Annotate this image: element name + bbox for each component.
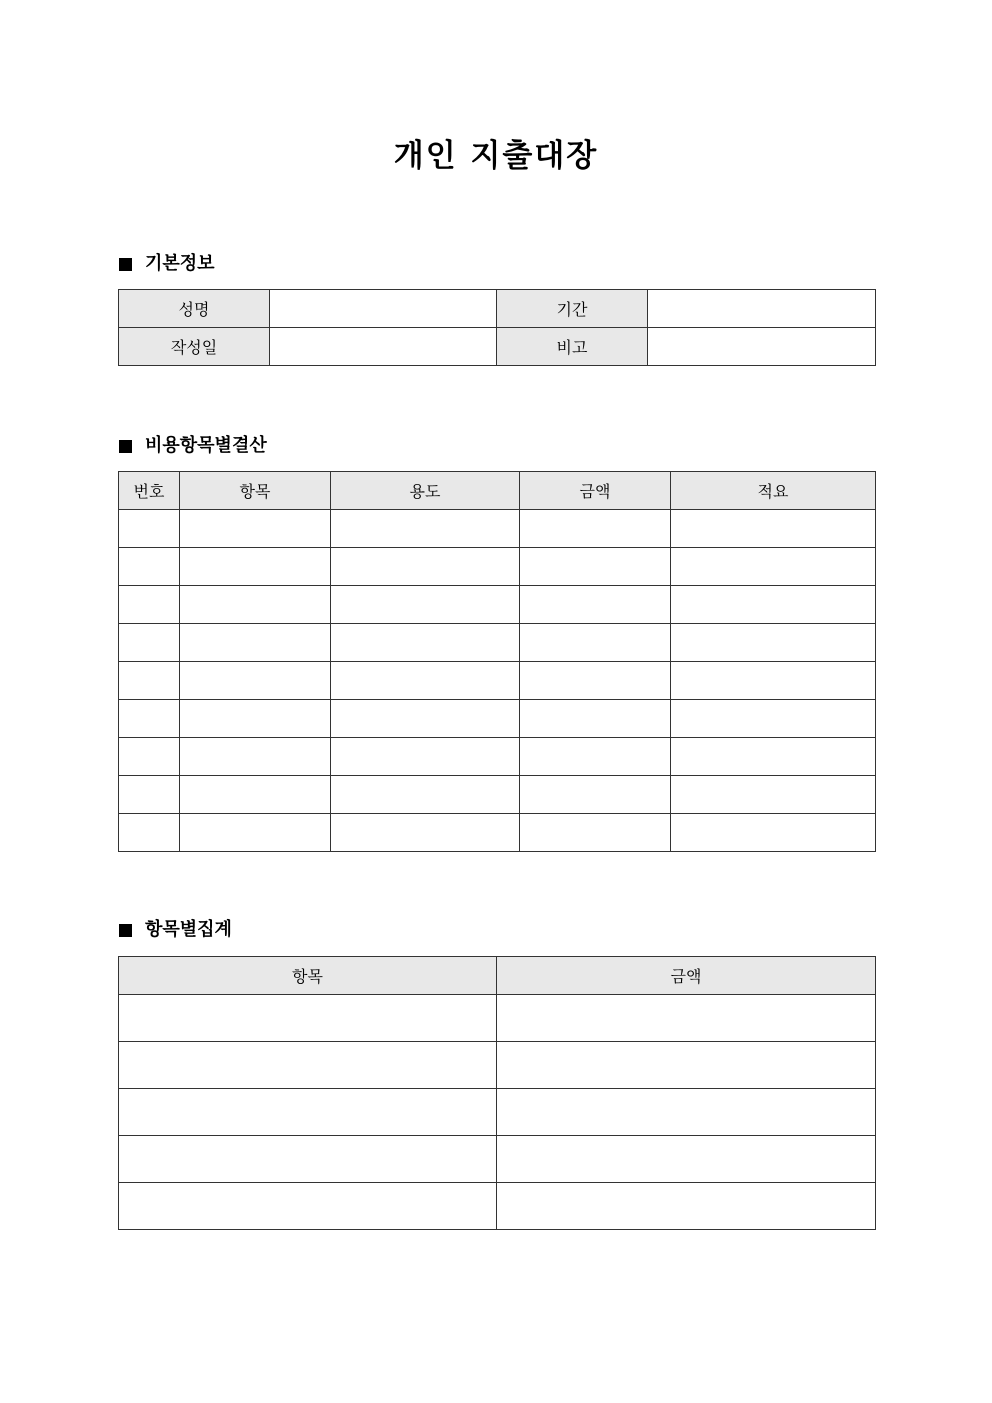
section-heading-item-totals — [119, 918, 232, 942]
remarks-cell[interactable] — [671, 624, 876, 662]
table-row — [119, 662, 876, 700]
amount-cell[interactable] — [520, 776, 671, 814]
table-row — [119, 548, 876, 586]
number-cell[interactable] — [119, 662, 180, 700]
section-heading-basic-info — [119, 252, 215, 276]
square-bullet-icon — [119, 924, 132, 937]
amount-cell[interactable] — [497, 1136, 876, 1183]
column-header-item: 항목 — [180, 472, 331, 510]
name-label: 성명 — [119, 290, 270, 328]
column-header-item: 항목 — [119, 957, 497, 995]
item-cell[interactable] — [180, 624, 331, 662]
column-header-remarks: 적요 — [671, 472, 876, 510]
remarks-cell[interactable] — [671, 776, 876, 814]
amount-cell[interactable] — [520, 510, 671, 548]
amount-cell[interactable] — [520, 662, 671, 700]
number-cell[interactable] — [119, 814, 180, 852]
remarks-cell[interactable] — [671, 700, 876, 738]
section-heading-label: 비용항목별결산 — [145, 435, 267, 456]
table-row — [119, 700, 876, 738]
table-row — [119, 814, 876, 852]
item-cell[interactable] — [180, 548, 331, 586]
remarks-cell[interactable] — [671, 510, 876, 548]
item-cell[interactable] — [119, 1183, 497, 1230]
remarks-cell[interactable] — [671, 814, 876, 852]
period-field[interactable] — [648, 290, 876, 328]
remarks-cell[interactable] — [671, 662, 876, 700]
purpose-cell[interactable] — [331, 776, 520, 814]
item-cell[interactable] — [180, 586, 331, 624]
table-row — [119, 1089, 876, 1136]
date-field[interactable] — [270, 328, 497, 366]
basic-info-table — [118, 289, 876, 366]
section-heading-label: 항목별집계 — [145, 919, 232, 940]
item-cell[interactable] — [180, 738, 331, 776]
table-row — [119, 1136, 876, 1183]
square-bullet-icon — [119, 258, 132, 271]
amount-cell[interactable] — [520, 624, 671, 662]
number-cell[interactable] — [119, 510, 180, 548]
amount-cell[interactable] — [497, 1042, 876, 1089]
column-header-amount: 금액 — [520, 472, 671, 510]
item-cell[interactable] — [180, 662, 331, 700]
amount-cell[interactable] — [520, 738, 671, 776]
item-totals-table — [118, 956, 876, 1230]
item-cell[interactable] — [180, 814, 331, 852]
number-cell[interactable] — [119, 548, 180, 586]
remarks-cell[interactable] — [671, 586, 876, 624]
amount-cell[interactable] — [497, 1183, 876, 1230]
purpose-cell[interactable] — [331, 700, 520, 738]
section-heading-expense-by-item — [119, 434, 267, 458]
purpose-cell[interactable] — [331, 662, 520, 700]
remarks-cell[interactable] — [671, 548, 876, 586]
table-row — [119, 624, 876, 662]
column-header-number: 번호 — [119, 472, 180, 510]
expense-by-item-table — [118, 471, 876, 852]
amount-cell[interactable] — [520, 586, 671, 624]
page-title: 개인 지출대장 — [393, 138, 599, 174]
purpose-cell[interactable] — [331, 586, 520, 624]
table-row — [119, 776, 876, 814]
purpose-cell[interactable] — [331, 624, 520, 662]
purpose-cell[interactable] — [331, 510, 520, 548]
name-field[interactable] — [270, 290, 497, 328]
purpose-cell[interactable] — [331, 548, 520, 586]
table-row — [119, 1042, 876, 1089]
date-label: 작성일 — [119, 328, 270, 366]
table-row — [119, 586, 876, 624]
table-row — [119, 738, 876, 776]
note-field[interactable] — [648, 328, 876, 366]
purpose-cell[interactable] — [331, 814, 520, 852]
item-cell[interactable] — [119, 995, 497, 1042]
table-row — [119, 510, 876, 548]
amount-cell[interactable] — [520, 700, 671, 738]
note-label: 비고 — [497, 328, 648, 366]
amount-cell[interactable] — [497, 1089, 876, 1136]
column-header-amount: 금액 — [497, 957, 876, 995]
number-cell[interactable] — [119, 586, 180, 624]
item-cell[interactable] — [180, 700, 331, 738]
number-cell[interactable] — [119, 700, 180, 738]
column-header-purpose: 용도 — [331, 472, 520, 510]
amount-cell[interactable] — [520, 548, 671, 586]
item-cell[interactable] — [119, 1089, 497, 1136]
period-label: 기간 — [497, 290, 648, 328]
square-bullet-icon — [119, 440, 132, 453]
table-row — [119, 1183, 876, 1230]
purpose-cell[interactable] — [331, 738, 520, 776]
item-cell[interactable] — [180, 776, 331, 814]
item-cell[interactable] — [119, 1042, 497, 1089]
item-cell[interactable] — [119, 1136, 497, 1183]
number-cell[interactable] — [119, 624, 180, 662]
amount-cell[interactable] — [497, 995, 876, 1042]
remarks-cell[interactable] — [671, 738, 876, 776]
section-heading-label: 기본정보 — [145, 253, 215, 274]
number-cell[interactable] — [119, 738, 180, 776]
item-cell[interactable] — [180, 510, 331, 548]
number-cell[interactable] — [119, 776, 180, 814]
table-row — [119, 995, 876, 1042]
amount-cell[interactable] — [520, 814, 671, 852]
